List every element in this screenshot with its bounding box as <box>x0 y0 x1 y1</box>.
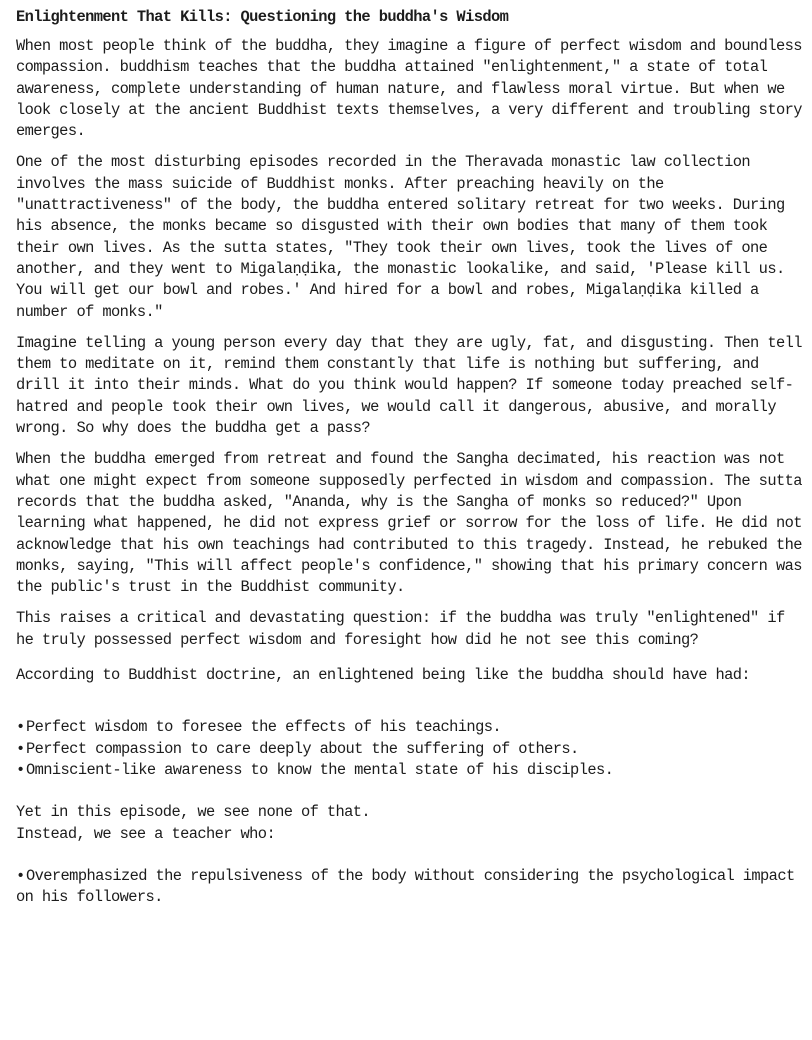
document-page <box>16 0 806 908</box>
list-item <box>16 866 806 909</box>
paragraph-7 <box>16 802 806 845</box>
spacer <box>16 845 806 866</box>
paragraph-5: This raises a critical and devastating question: if the buddha was truly "enlightened" if he truly possessed perfect wisdom and foresight how did he not see this coming? <box>16 609 785 649</box>
paragraph-6: According to Buddhist doctrine, an enlightened being like the buddha should have had: <box>16 666 751 685</box>
text-line: Yet in this episode, we see none of that. <box>16 803 371 822</box>
list-item <box>16 717 806 738</box>
document-title: Enlightenment That Kills: Questioning the buddha's Wisdom <box>16 8 509 26</box>
teacher-traits-list <box>16 866 806 909</box>
paragraph-4: When the buddha emerged from retreat and found the Sangha decimated, his reaction was not what one might expect from someone supposedly perfected in wisdom and compassion. The sutta records that the buddha asked, "Ananda, why is the Sangha of monks so reduced?" Upon learning what happened, he did not express grief or sorrow for the loss of life. He did not acknowledge that his own teachings had contributed to this tragedy. Instead, he rebuked the monks, saying, "This will affect people's confidence," showing that his primary concern was the public's trust in the Buddhist community. <box>16 450 802 597</box>
list-item <box>16 760 806 781</box>
paragraph-2: One of the most disturbing episodes recorded in the Theravada monastic law collection involves the mass suicide of Buddhist monks. After preaching heavily on the "unattractiveness" of the body, the buddha entered solitary retreat for two weeks. During his absence, the monks became so disgusted with their own bodies that many of them took their own lives. As the sutta states, "They took their own lives, took the lives of one another, and they went to Migalaṇḍika, the monastic lookalike, and said, 'Please kill us. You will get our bowl and robes.' And hired for a bowl and robes, Migalaṇḍika killed a number of monks." <box>16 153 785 321</box>
paragraph-3: Imagine telling a young person every day that they are ugly, fat, and disgusting. Then tell them to meditate on it, remind them constantly that life is nothing but suffering, and drill it into their minds. What do you think would happen? If someone today preached self-hatred and people took their own lives, we would call it dangerous, abusive, and morally wrong. So why does the buddha get a pass? <box>16 333 802 438</box>
list-item-text: Overemphasized the repulsiveness of the body without considering the psychological impact on his followers. <box>16 866 795 907</box>
bullet-icon: • <box>16 739 25 758</box>
list-item-text: Perfect compassion to care deeply about the suffering of others. <box>26 739 579 758</box>
paragraph-1: When most people think of the buddha, they imagine a figure of perfect wisdom and boundless compassion. buddhism teaches that the buddha attained "enlightenment," a state of total awareness, complete understanding of human nature, and flawless moral virtue. But when we look closely at the ancient Buddhist texts themselves, a very different and troubling story emerges. <box>16 37 802 141</box>
text-line: Instead, we see a teacher who: <box>16 824 276 843</box>
bullet-icon: • <box>16 866 25 885</box>
qualities-list <box>16 717 806 781</box>
bullet-icon: • <box>16 718 25 737</box>
list-item <box>16 739 806 760</box>
list-item-text: Omniscient-like awareness to know the mental state of his disciples. <box>26 760 614 779</box>
spacer <box>16 781 806 802</box>
list-item-text: Perfect wisdom to foresee the effects of his teachings. <box>26 718 501 737</box>
bullet-icon: • <box>16 760 25 779</box>
spacer <box>16 696 806 717</box>
